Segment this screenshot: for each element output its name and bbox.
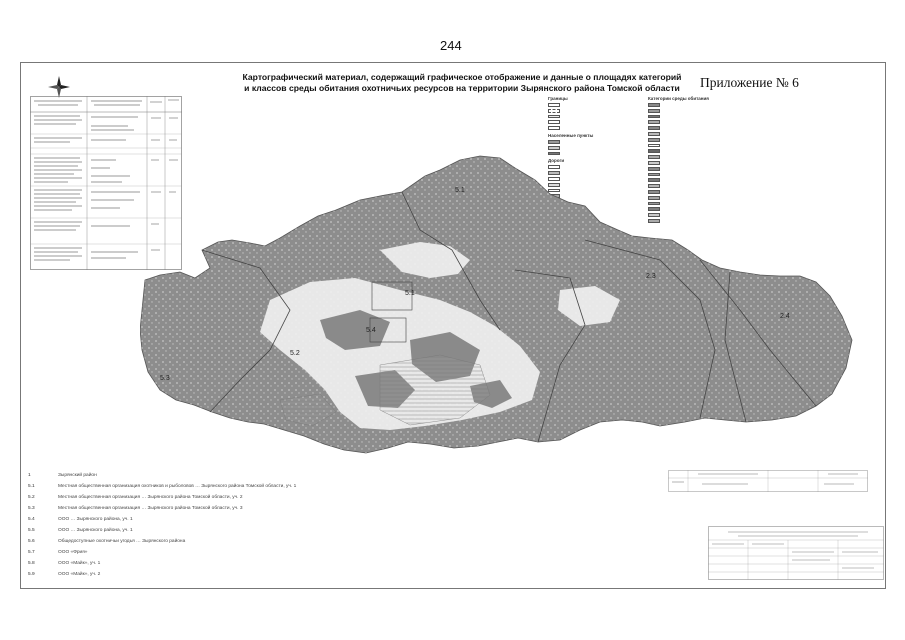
- appendix-label: Приложение № 6: [700, 75, 799, 90]
- zone-label: 2.4: [780, 313, 790, 320]
- hunting-grounds-map: [140, 150, 880, 460]
- legend-settlements-heading: Населенные пункты: [548, 132, 594, 138]
- zone-label: 5.3: [160, 375, 170, 382]
- list-item: 5.6 Общедоступные охотничьи угодья … Зырянского района: [28, 539, 186, 544]
- list-item: 5.2 Местная общественная организация … Зырянского района Томской области, уч. 2: [28, 495, 243, 500]
- list-item: 1 Зырянский район: [28, 473, 97, 478]
- zone-label: 5.4: [366, 327, 376, 334]
- list-item: 5.1 Местная общественная организация охотников и рыболовов … Зырянского района Томской области, уч. 1: [28, 484, 297, 489]
- legend-habitat-heading: Категории среды обитания: [648, 96, 709, 101]
- compass-rose-icon: [48, 76, 70, 98]
- zone-label: 2.3: [646, 273, 656, 280]
- page-number: 244: [440, 38, 462, 53]
- list-item: 5.3 Местная общественная организация … Зырянского района Томской области, уч. 3: [28, 506, 243, 511]
- map-title-line1: Картографический материал, содержащий графическое отображение и данные о площадях категорий: [242, 72, 682, 82]
- legend-mini-table: [668, 470, 868, 492]
- list-item: 5.7 ООО «Фрия»: [28, 550, 88, 555]
- title-block-stamp: [708, 526, 884, 580]
- list-item: 5.9 ООО «Майк», уч. 2: [28, 572, 101, 577]
- zone-label: 5.1: [455, 187, 465, 194]
- zone-label: 5.2: [290, 350, 300, 357]
- list-item: 5.4 ООО … Зырянского района, уч. 1: [28, 517, 133, 522]
- legend-boundaries-heading: Границы: [548, 96, 568, 101]
- legend-roads-heading: Дороги: [548, 158, 565, 164]
- map-title: [232, 72, 692, 94]
- list-item: 5.5 ООО … Зырянского района, уч. 1: [28, 528, 133, 533]
- map-title-line2: и классов среды обитания охотничьих ресурсов на территории Зырянского района Томской области: [244, 83, 680, 93]
- list-item: 5.8 ООО «Майк», уч. 1: [28, 561, 101, 566]
- zone-label: 5.1: [405, 290, 415, 297]
- hunting-grounds-list: [28, 470, 628, 580]
- legend-item: [548, 125, 644, 131]
